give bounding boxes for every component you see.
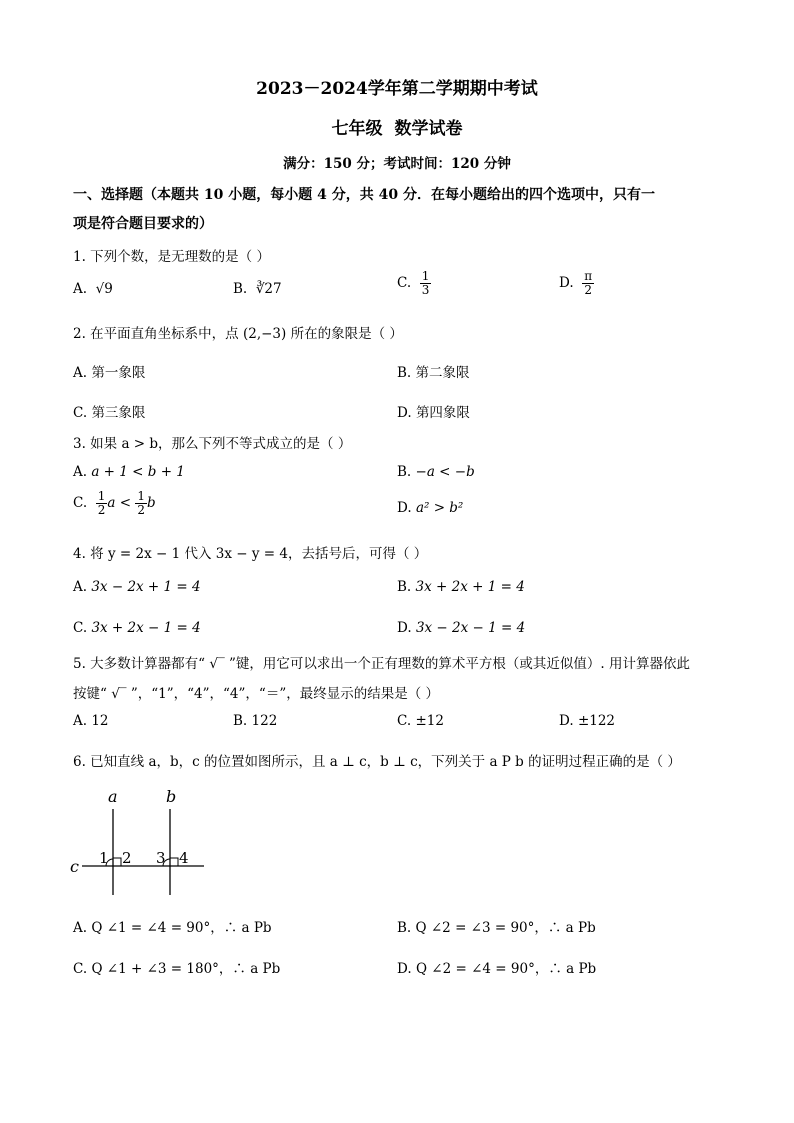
- fraction-numerator: 1: [137, 489, 145, 503]
- option-label: B.: [397, 579, 412, 595]
- option-label: D.: [397, 500, 412, 516]
- question-5-stem-line1: 5. 大多数计算器都有“ √‾ ”键，用它可以求出一个正有理数的算术平方根（或其近似值）. 用计算器依此: [73, 656, 690, 672]
- question-4-stem: 4. 将 y = 2x − 1 代入 3x − y = 4，去括号后，可得（ ）: [73, 546, 428, 562]
- option-value: 第四象限: [415, 405, 470, 421]
- question-2-stem: 2. 在平面直角坐标系中，点 (2,−3) 所在的象限是（ ）: [73, 326, 403, 342]
- option-label: C.: [73, 620, 88, 636]
- option-value: 第一象限: [91, 365, 146, 381]
- option-value: a² > b²: [415, 500, 464, 516]
- question-5-option-a: [73, 713, 109, 729]
- option-label: C.: [397, 275, 412, 291]
- option-label: D.: [397, 961, 412, 977]
- line-a-label: a: [108, 787, 118, 806]
- question-5-option-d: [559, 713, 615, 729]
- question-1-option-b: [233, 281, 282, 297]
- question-2-option-c: [73, 401, 145, 421]
- option-label: A.: [73, 713, 88, 729]
- option-label: C.: [73, 405, 88, 421]
- fraction-denominator: 2: [137, 503, 145, 517]
- section-heading-line1: 一、选择题（本题共 10 小题，每小题 4 分，共 40 分．在每小题给出的四个选项中，只有一: [73, 187, 655, 203]
- option-label: B.: [397, 464, 412, 480]
- question-6-option-a: [73, 916, 272, 936]
- exam-subtitle: 七年级 数学试卷: [331, 119, 463, 139]
- question-5-stem-line2: 按键“ √‾ ”，“1”，“4”，“4”，“＝”，最终显示的结果是（ ）: [73, 686, 440, 702]
- option-label: A.: [73, 281, 88, 297]
- option-value: Q ∠2 = ∠4 = 90°，∴ a Pb: [415, 961, 597, 977]
- option-label: B.: [397, 920, 412, 936]
- option-label: C.: [397, 713, 412, 729]
- option-label: B.: [233, 281, 248, 297]
- line-c-label: c: [70, 857, 79, 876]
- fraction: [96, 490, 108, 517]
- question-5-option-c: [397, 713, 444, 729]
- question-2-option-a: [73, 361, 145, 381]
- option-label: C.: [73, 495, 88, 511]
- question-4-option-d: [397, 620, 525, 636]
- option-value: 第三象限: [91, 405, 146, 421]
- option-value: 122: [251, 713, 278, 729]
- question-6-option-c: [73, 957, 280, 977]
- question-1-option-d: [559, 270, 594, 297]
- question-3-option-c: [73, 490, 156, 517]
- option-label: A.: [73, 464, 88, 480]
- option-label: B.: [233, 713, 248, 729]
- fraction: [582, 270, 594, 297]
- option-label: C.: [73, 961, 88, 977]
- option-label: B.: [397, 365, 412, 381]
- exam-title: 2023－2024学年第二学期期中考试: [256, 79, 538, 99]
- fraction-numerator: 1: [421, 269, 430, 283]
- exam-meta: 满分：150 分；考试时间：120 分钟: [283, 156, 511, 172]
- fraction: [420, 270, 432, 297]
- angle-2-label: 2: [122, 849, 132, 867]
- question-6-option-b: [397, 916, 596, 936]
- question-1-option-a: [73, 281, 113, 297]
- option-label: A.: [73, 920, 88, 936]
- fraction-denominator: 2: [584, 283, 592, 297]
- fraction-numerator: 1: [97, 489, 106, 503]
- right-angle-mark: [170, 858, 178, 866]
- question-1-stem: 1. 下列个数，是无理数的是（ ）: [73, 249, 270, 265]
- question-4-option-a: [73, 579, 201, 595]
- question-6-stem: 6. 已知直线 a，b，c 的位置如图所示，且 a ⊥ c，b ⊥ c，下列关于 a P b 的证明过程正确的是（ ）: [73, 754, 681, 770]
- question-4-option-b: [397, 579, 525, 595]
- option-value: −a < −b: [415, 464, 475, 480]
- option-label: A.: [73, 579, 88, 595]
- line-b-label: b: [166, 787, 177, 806]
- option-label: D.: [559, 275, 574, 291]
- option-value: 3x − 2x + 1 = 4: [91, 579, 201, 595]
- option-value: a + 1 < b + 1: [91, 464, 185, 480]
- option-value: 12: [91, 713, 109, 729]
- angle-4-label: 4: [179, 849, 189, 867]
- option-value: 3x − 2x − 1 = 4: [415, 620, 526, 636]
- fraction: [135, 490, 147, 517]
- option-value: 第二象限: [415, 365, 470, 381]
- option-label: D.: [559, 713, 574, 729]
- question-6-figure: [66, 785, 216, 897]
- question-6-option-d: [397, 957, 596, 977]
- option-value: √9: [95, 281, 113, 297]
- option-value: ∛27: [255, 281, 282, 297]
- option-value: Q ∠1 + ∠3 = 180°，∴ a Pb: [91, 961, 281, 977]
- angle-1-label: 1: [99, 849, 109, 867]
- question-3-option-d: [397, 500, 463, 516]
- option-label: A.: [73, 365, 88, 381]
- fraction-numerator: π: [584, 269, 593, 283]
- option-value: 3x + 2x + 1 = 4: [415, 579, 525, 595]
- option-value: 3x + 2x − 1 = 4: [91, 620, 201, 636]
- option-value: ±12: [415, 713, 444, 729]
- right-angle-mark: [113, 858, 121, 866]
- angle-3-label: 3: [156, 849, 166, 867]
- question-2-option-b: [397, 361, 470, 381]
- option-value-left: a <: [107, 495, 132, 511]
- fraction-denominator: 3: [421, 283, 430, 297]
- option-value-right: b: [146, 495, 156, 511]
- question-1-option-c: [397, 270, 431, 297]
- option-value: ±122: [577, 713, 616, 729]
- question-4-option-c: [73, 620, 201, 636]
- question-3-option-a: [73, 464, 185, 480]
- option-label: D.: [397, 620, 412, 636]
- option-label: D.: [397, 405, 412, 421]
- question-2-option-d: [397, 401, 470, 421]
- question-3-option-b: [397, 464, 475, 480]
- option-value: Q ∠2 = ∠3 = 90°，∴ a Pb: [415, 920, 596, 936]
- question-5-option-b: [233, 713, 277, 729]
- fraction-denominator: 2: [97, 503, 106, 517]
- section-heading-line2: 项是符合题目要求的）: [73, 216, 213, 232]
- question-3-stem: 3. 如果 a > b，那么下列不等式成立的是（ ）: [73, 436, 352, 452]
- option-value: Q ∠1 = ∠4 = 90°，∴ a Pb: [91, 920, 272, 936]
